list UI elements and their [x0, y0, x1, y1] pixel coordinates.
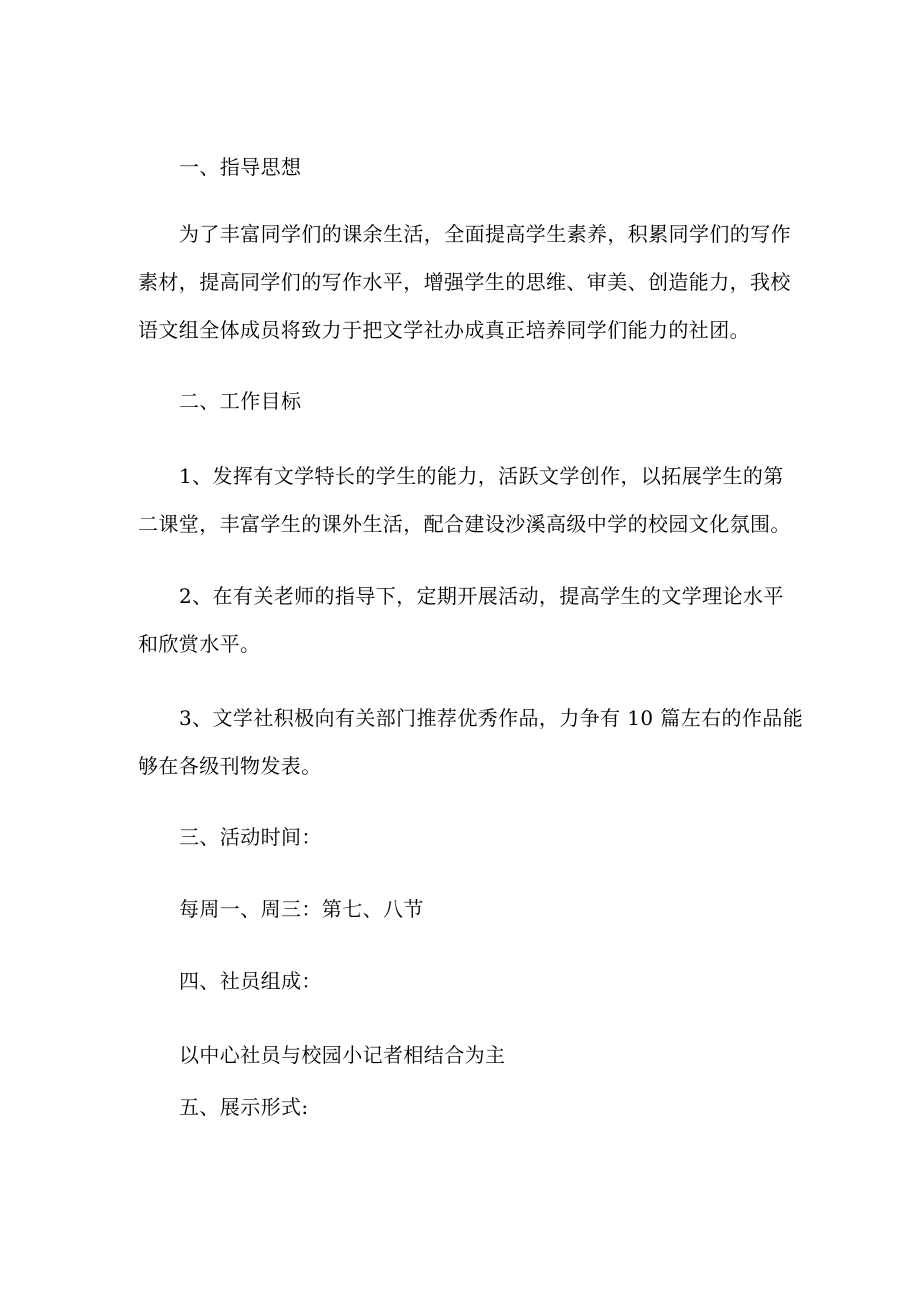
member-composition-text: 以中心社员与校园小记者相结合为主 [179, 1043, 506, 1067]
paragraph-line: 素材，提高同学们的写作水平，增强学生的思维、审美、创造能力，我校 [138, 270, 791, 294]
goal-2-line: 和欣赏水平。 [138, 632, 261, 656]
heading-display-form: 五、展示形式: [179, 1095, 309, 1119]
heading-member-composition: 四、社员组成： [179, 969, 322, 993]
goal-1-line: 二课堂，丰富学生的课外生活，配合建设沙溪高级中学的校园文化氛围。 [138, 512, 791, 536]
heading-work-goals: 二、工作目标 [179, 389, 302, 413]
paragraph-line: 为了丰富同学们的课余生活，全面提高学生素养，积累同学们的写作 [179, 222, 791, 246]
goal-3-line: 够在各级刊物发表。 [138, 754, 322, 778]
goal-3-line: 3、文学社积极向有关部门推荐优秀作品，力争有 10 篇左右的作品能 [179, 706, 804, 730]
goal-1-line: 1、发挥有文学特长的学生的能力，活跃文学创作，以拓展学生的第 [179, 464, 784, 488]
heading-activity-time: 三、活动时间： [179, 825, 322, 849]
activity-time-text: 每周一、周三：第七、八节 [179, 897, 424, 921]
heading-guiding-ideology: 一、指导思想 [179, 155, 302, 179]
paragraph-line: 语文组全体成员将致力于把文学社办成真正培养同学们能力的社团。 [138, 318, 750, 342]
goal-2-line: 2、在有关老师的指导下，定期开展活动，提高学生的文学理论水平 [179, 584, 784, 608]
